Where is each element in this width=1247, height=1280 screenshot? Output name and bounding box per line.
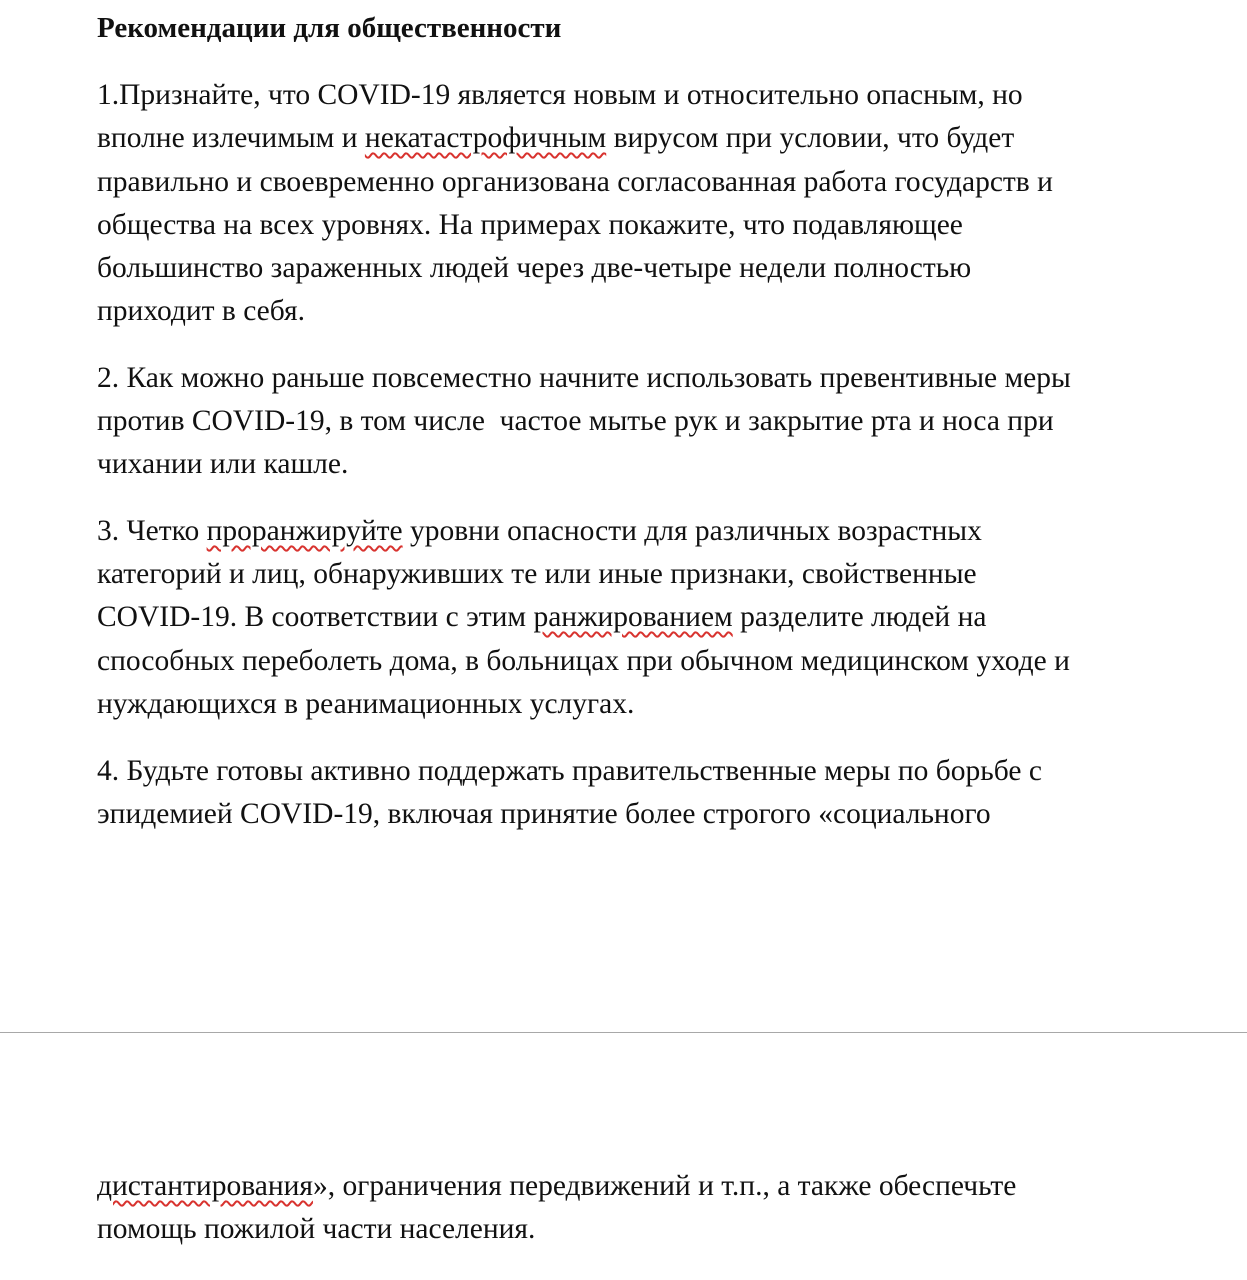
paragraph-3-line-5: нуждающихся в реанимационных услугах.: [97, 688, 635, 720]
text-segment: разделите людей на: [732, 601, 987, 633]
paragraph-4-line-3: [97, 1166, 1016, 1206]
spellcheck-flagged-word[interactable]: дистантирования: [97, 1170, 313, 1202]
document-heading: Рекомендации для общественности: [97, 12, 562, 44]
paragraph-2-line-2: против COVID-19, в том числе частое мытье рук и закрытие рта и носа при: [97, 405, 1054, 437]
text-segment: уровни опасности для различных возрастных: [402, 515, 982, 547]
paragraph-2-line-1: 2. Как можно раньше повсеместно начните использовать превентивные меры: [97, 362, 1071, 394]
paragraph-1-line-1: 1.Признайте, что COVID-19 является новым и относительно опасным, но: [97, 79, 1023, 111]
paragraph-3-line-2: категорий и лиц, обнаруживших те или иные признаки, свойственные: [97, 558, 977, 590]
paragraph-1-line-6: приходит в себя.: [97, 295, 305, 327]
spellcheck-flagged-word[interactable]: ранжированием: [533, 601, 733, 633]
paragraph-4-line-4: помощь пожилой части населения.: [97, 1213, 536, 1245]
paragraph-3-line-4: способных переболеть дома, в больницах при обычном медицинском уходе и: [97, 645, 1070, 677]
paragraph-4-line-1: 4. Будьте готовы активно поддержать правительственные меры по борьбе с: [97, 755, 1042, 787]
paragraph-1-line-5: большинство зараженных людей через две-четыре недели полностью: [97, 252, 972, 284]
paragraph-1-line-3: правильно и своевременно организована согласованная работа государств и: [97, 166, 1053, 198]
paragraph-4-line-2: эпидемией COVID-19, включая принятие более строгого «социального: [97, 798, 991, 830]
paragraph-3-line-1: [97, 511, 982, 551]
paragraph-1-line-4: общества на всех уровнях. На примерах покажите, что подавляющее: [97, 209, 963, 241]
spellcheck-flagged-word[interactable]: проранжируйте: [206, 515, 403, 547]
paragraph-1-line-2: [97, 118, 1014, 158]
paragraph-2-line-3: чихании или кашле.: [97, 448, 349, 480]
page-break-divider: [0, 1032, 1247, 1033]
text-segment: вполне излечимым и: [97, 122, 365, 154]
paragraph-3-line-3: [97, 597, 986, 637]
text-segment: 3. Четко: [97, 515, 207, 547]
text-segment: COVID-19. В соответствии с этим: [97, 601, 534, 633]
text-segment: », ограничения передвижений и т.п., а также обеспечьте: [312, 1170, 1017, 1202]
document-page-2: [0, 1034, 1247, 1280]
text-segment: вирусом при условии, что будет: [606, 122, 1015, 154]
spellcheck-flagged-word[interactable]: некатастрофичным: [364, 122, 607, 154]
